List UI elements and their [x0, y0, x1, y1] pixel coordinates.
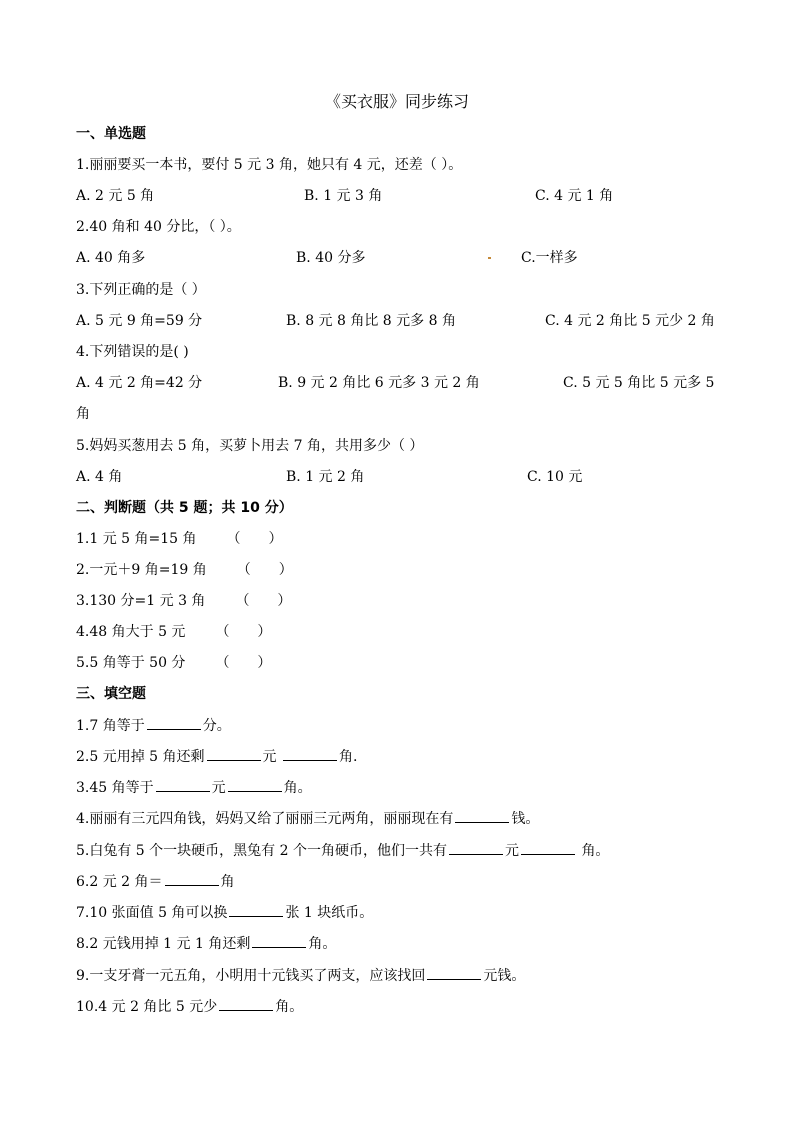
answer-blank[interactable]: [219, 998, 273, 1011]
answer-blank[interactable]: [427, 967, 481, 980]
option-a: A. 2 元 5 角: [76, 188, 155, 204]
tf-question: [76, 654, 271, 672]
question-text: 5.妈妈买葱用去 5 角，买萝卜用去 7 角，共用多少（ ）: [76, 438, 424, 454]
answer-blank[interactable]: [252, 935, 306, 948]
fill-question: [76, 810, 539, 828]
option-a: A. 4 元 2 角=42 分: [76, 375, 203, 391]
fill-text: 2.5 元用掉 5 角还剩: [76, 749, 205, 765]
answer-blank[interactable]: [455, 810, 509, 823]
fill-text: 元: [504, 843, 519, 859]
fill-question: [76, 904, 373, 922]
option-c: C.一样多: [521, 250, 578, 266]
option-c-continued: 角: [76, 406, 90, 422]
fill-text: 钱。: [511, 811, 540, 827]
fill-text: 角。: [283, 780, 312, 796]
section-heading-true-false: 二、判断题（共 5 题；共 10 分）: [76, 500, 293, 516]
fill-text: 4.丽丽有三元四角钱，妈妈又给了丽丽三元两角，丽丽现在有: [76, 811, 454, 827]
option-a: A. 5 元 9 角=59 分: [76, 313, 203, 329]
stray-mark: [488, 257, 491, 259]
answer-blank[interactable]: [147, 717, 201, 730]
answer-blank[interactable]: [165, 873, 219, 886]
fill-text: 角。: [308, 936, 337, 952]
option-a: A. 4 角: [76, 469, 123, 485]
option-c: C. 10 元: [527, 469, 583, 485]
option-b: B. 9 元 2 角比 6 元多 3 元 2 角: [278, 375, 480, 391]
fill-text: 元钱。: [483, 968, 526, 984]
option-c: C. 5 元 5 角比 5 元多 5: [563, 375, 715, 391]
answer-parentheses[interactable]: （ ）: [235, 593, 292, 609]
answer-blank[interactable]: [229, 904, 283, 917]
fill-text: 元: [211, 780, 226, 796]
question-text: 2.40 角和 40 分比，（ ）。: [76, 219, 241, 235]
fill-question: [76, 717, 231, 735]
section-heading-fill-in: 三、填空题: [76, 686, 146, 702]
tf-question: [76, 561, 293, 579]
tf-question-text: 1.1 元 5 角=15 角: [76, 531, 197, 547]
fill-text: 角: [220, 874, 235, 890]
fill-text: 3.45 角等于: [76, 780, 154, 796]
answer-blank[interactable]: [228, 779, 282, 792]
fill-text: 10.4 元 2 角比 5 元少: [76, 999, 218, 1015]
answer-blank[interactable]: [521, 842, 575, 855]
answer-parentheses[interactable]: （ ）: [226, 531, 283, 547]
answer-parentheses[interactable]: （ ）: [236, 562, 293, 578]
question-text: 3.下列正确的是（ ）: [76, 282, 206, 298]
fill-text: 5.白兔有 5 个一块硬币，黑兔有 2 个一角硬币，他们一共有: [76, 843, 447, 859]
fill-text: 张 1 块纸币。: [285, 905, 374, 921]
tf-question-text: 2.一元＋9 角=19 角: [76, 562, 207, 578]
fill-text: 8.2 元钱用掉 1 元 1 角还剩: [76, 936, 251, 952]
fill-question: [76, 748, 357, 766]
tf-question: [76, 592, 291, 610]
option-b: B. 8 元 8 角比 8 元多 8 角: [286, 313, 456, 329]
option-c: C. 4 元 2 角比 5 元少 2 角: [545, 313, 715, 329]
section-heading-single-choice: 一、单选题: [76, 126, 146, 142]
fill-question: [76, 842, 609, 860]
fill-text: 元: [262, 749, 277, 765]
fill-question: [76, 779, 312, 797]
answer-blank[interactable]: [207, 748, 261, 761]
option-a: A. 40 角多: [76, 250, 146, 266]
fill-text: 角.: [338, 749, 358, 765]
option-b: B. 1 元 3 角: [304, 188, 383, 204]
option-b: B. 40 分多: [296, 250, 366, 266]
fill-text: 角。: [275, 999, 304, 1015]
question-text: 1.丽丽要买一本书，要付 5 元 3 角，她只有 4 元，还差（ ）。: [76, 157, 463, 173]
fill-text: 1.7 角等于: [76, 718, 145, 734]
answer-blank[interactable]: [156, 779, 210, 792]
tf-question-text: 5.5 角等于 50 分: [76, 655, 186, 671]
fill-question: [76, 998, 303, 1016]
fill-text: 7.10 张面值 5 角可以换: [76, 905, 228, 921]
option-c: C. 4 元 1 角: [535, 188, 614, 204]
tf-question: [76, 623, 271, 641]
fill-text: 角。: [581, 843, 610, 859]
fill-question: [76, 967, 525, 985]
tf-question: [76, 530, 283, 548]
tf-question-text: 3.130 分=1 元 3 角: [76, 593, 206, 609]
answer-blank[interactable]: [283, 748, 337, 761]
option-b: B. 1 元 2 角: [286, 469, 365, 485]
fill-question: [76, 873, 235, 891]
answer-parentheses[interactable]: （ ）: [215, 655, 272, 671]
question-text: 4.下列错误的是( ): [76, 344, 189, 360]
fill-text: 分。: [202, 718, 231, 734]
fill-question: [76, 935, 336, 953]
answer-parentheses[interactable]: （ ）: [215, 624, 272, 640]
page-title: 《买衣服》同步练习: [324, 92, 469, 111]
tf-question-text: 4.48 角大于 5 元: [76, 624, 186, 640]
answer-blank[interactable]: [449, 842, 503, 855]
fill-text: 6.2 元 2 角＝: [76, 874, 163, 890]
fill-text: 9.一支牙膏一元五角，小明用十元钱买了两支，应该找回: [76, 968, 426, 984]
